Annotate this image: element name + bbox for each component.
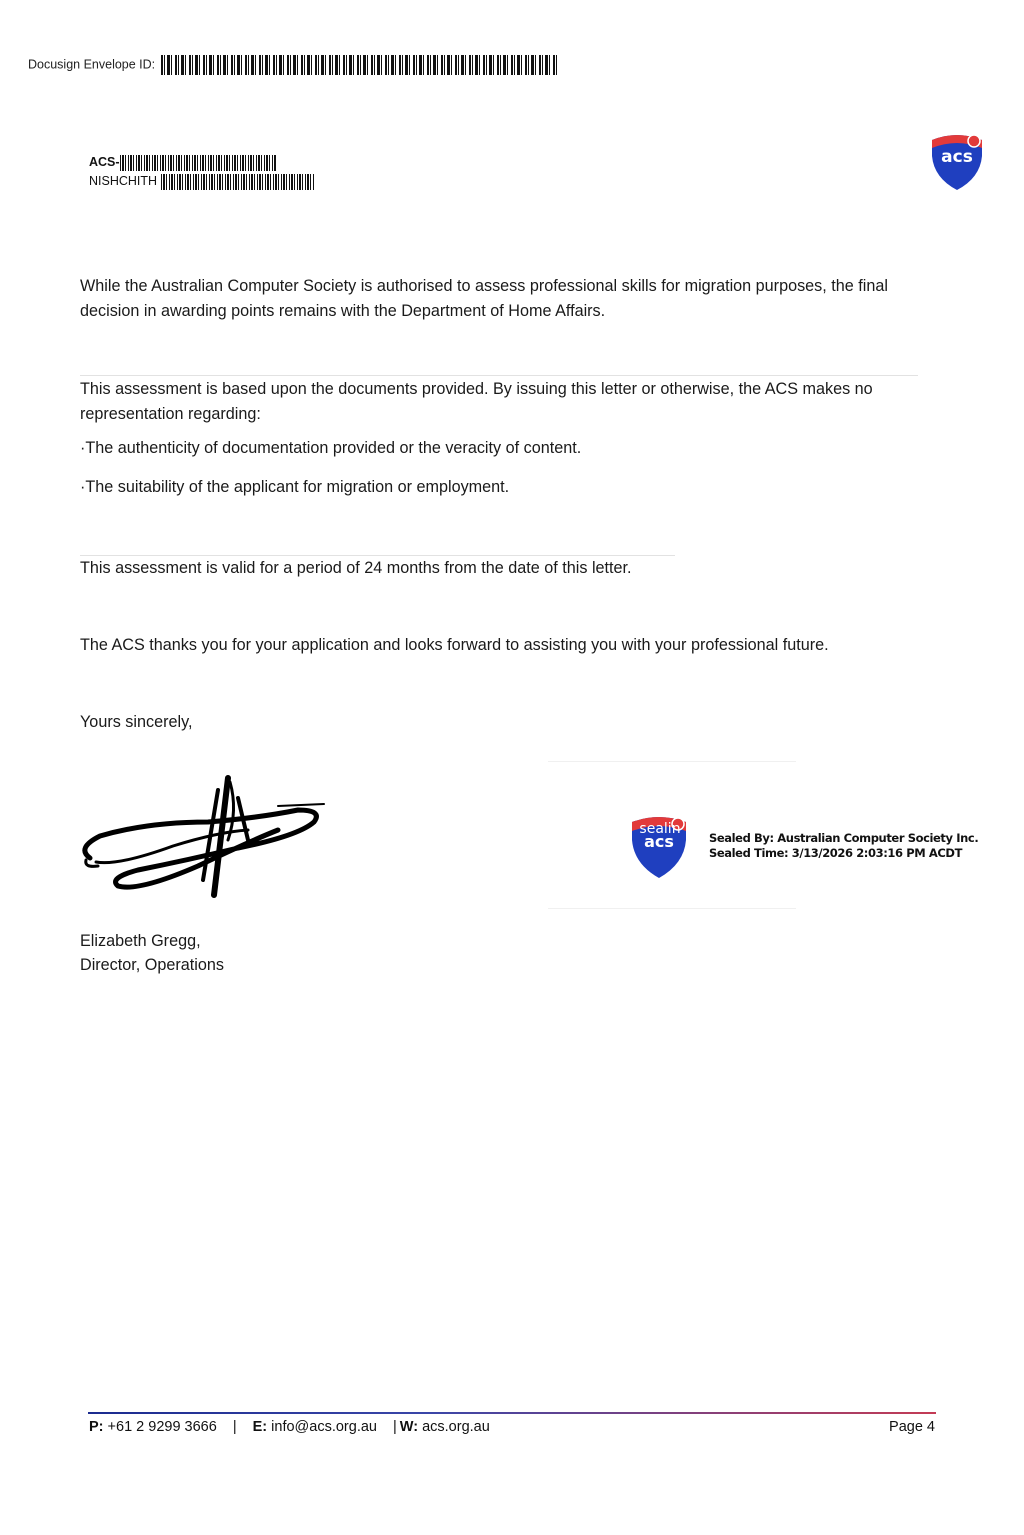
web-link[interactable]: acs.org.au <box>422 1419 490 1435</box>
paragraph-representation: This assessment is based upon the documents provided. By issuing this letter or otherwise, the ACS makes no representation regarding: <box>80 380 873 423</box>
seal-logo-sub: acs <box>644 832 674 851</box>
seal-details <box>709 831 978 861</box>
sealed-time: Sealed Time: 3/13/2026 2:03:16 PM ACDT <box>709 846 963 860</box>
paragraph-authority: While the Australian Computer Society is authorised to assess professional skills for migration purposes, the final decision in awarding points remains with the Department of Home Affairs. <box>80 277 888 320</box>
divider <box>80 375 918 376</box>
bullet-authenticity: ·The authenticity of documentation provided or the veracity of content. <box>80 439 582 457</box>
bullet-suitability: ·The suitability of the applicant for migration or employment. <box>80 478 510 496</box>
reference-number <box>89 153 315 172</box>
seal-frame-top <box>548 761 796 762</box>
phone-label: P: <box>89 1419 104 1435</box>
footer-separator: | <box>232 1419 237 1435</box>
reference-block <box>89 153 315 191</box>
applicant-name-prefix: NISHCHITH <box>89 174 158 189</box>
seal-frame-bottom <box>548 908 796 909</box>
reference-barcode <box>120 155 276 171</box>
reference-prefix: ACS- <box>89 155 120 170</box>
signatory-title: Director, Operations <box>80 956 224 974</box>
email-label: E: <box>252 1419 268 1435</box>
page-number: Page 4 <box>889 1419 935 1435</box>
envelope-id <box>28 55 557 75</box>
acs-logo <box>928 130 986 192</box>
sealed-by: Sealed By: Australian Computer Society Inc. <box>709 831 979 845</box>
envelope-id-label: Docusign Envelope ID: <box>28 57 156 72</box>
applicant-name <box>89 172 315 191</box>
signature <box>78 770 328 905</box>
paragraph-thanks: The ACS thanks you for your application and looks forward to assisting you with your professional future. <box>80 636 829 654</box>
envelope-id-barcode <box>161 55 557 75</box>
seal-logo-text: sealin <box>639 821 681 837</box>
footer <box>89 1419 935 1435</box>
closing: Yours sincerely, <box>80 713 193 731</box>
footer-separator: | <box>393 1419 397 1435</box>
acs-logo-text: acs <box>941 147 973 167</box>
applicant-name-barcode <box>161 174 315 190</box>
signatory-name: Elizabeth Gregg, <box>80 932 201 950</box>
paragraph-validity: This assessment is valid for a period of 24 months from the date of this letter. <box>80 559 632 577</box>
seal-logo <box>628 812 690 880</box>
web-label: W: <box>399 1419 419 1435</box>
phone-number: +61 2 9299 3666 <box>107 1419 217 1435</box>
footer-rule <box>88 1412 936 1414</box>
email-link[interactable]: info@acs.org.au <box>271 1419 377 1435</box>
signatory <box>80 929 224 977</box>
